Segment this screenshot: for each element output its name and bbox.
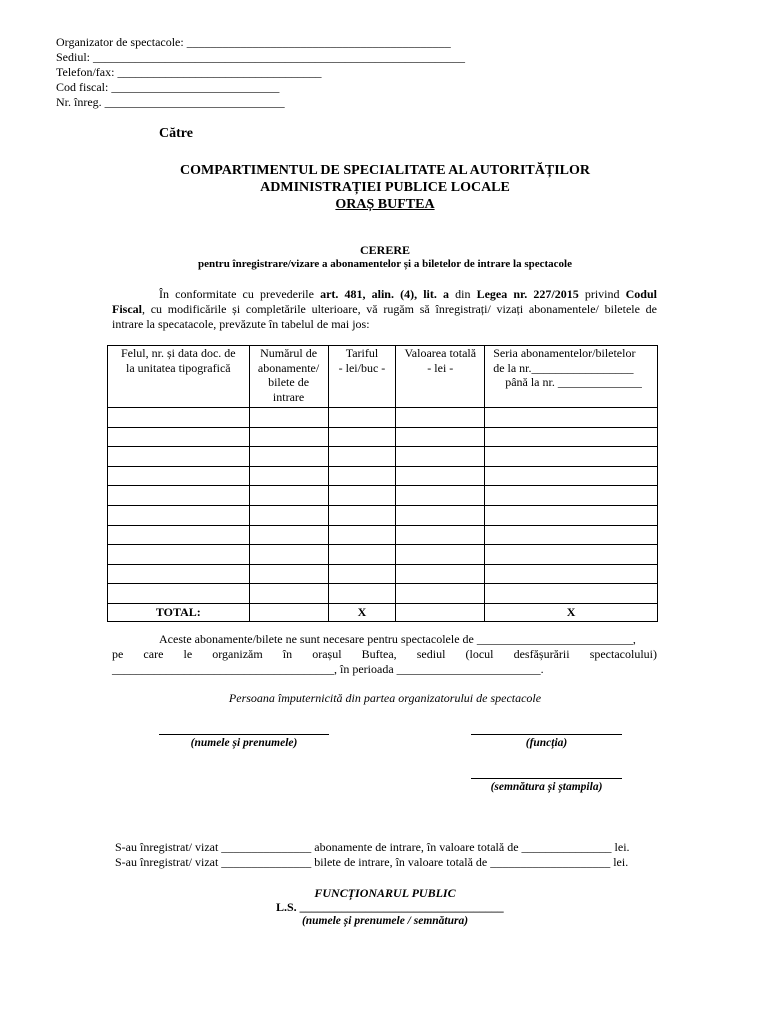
addressee-to: Către (159, 126, 193, 141)
table-row[interactable] (108, 447, 658, 467)
table-row[interactable] (108, 564, 658, 584)
body-word: în (282, 647, 293, 661)
code-name: Codul (625, 287, 657, 301)
table-row[interactable] (108, 545, 658, 565)
intro-text: În conformitate cu prevederile (159, 287, 321, 301)
header-total-value: Valoarea totală - lei - (396, 346, 485, 408)
stamp-label: (semnătura și ștampila) (490, 781, 603, 793)
table-header-row (108, 346, 658, 408)
body-word: desfășurării (513, 647, 570, 661)
function-signature-line (471, 734, 622, 735)
name-signature-line (159, 734, 329, 735)
body-word: care (143, 647, 164, 661)
body-word: spectacolului) (589, 647, 657, 661)
authorized-person-label: Persoana împuternicită din partea organizatorului de spectacole (228, 691, 542, 705)
header-tariff: Tariful - lei/buc - (328, 346, 396, 408)
header-quantity: Numărul de abonamente/ bilete de intrare (249, 346, 328, 408)
total-x-tariff: X (328, 603, 396, 621)
request-title: CERERE (359, 243, 410, 257)
intro-line1 (159, 287, 657, 302)
total-x-series: X (485, 603, 658, 621)
header-document: Felul, nr. și data doc. de la unitatea tipografică (108, 346, 250, 408)
intro-line2 (112, 302, 657, 317)
ls-line: L.S. __________________________________ (276, 900, 504, 914)
addressee-line2: ADMINISTRAȚIEI PUBLICE LOCALE (260, 180, 510, 195)
intro-line3: intrare la specatacole, prevăzute în tabelul de mai jos: (112, 317, 370, 331)
address-line: Sediul: ______________________________________________________________ (56, 50, 466, 64)
body-word: sediul (416, 647, 446, 661)
law-name: Legea nr. 227/2015 (476, 287, 579, 301)
body-word: pe (112, 647, 124, 661)
phone-line: Telefon/fax: __________________________________ (56, 65, 322, 79)
table-row[interactable] (108, 408, 658, 428)
table-row[interactable] (108, 427, 658, 447)
body-word: organizăm (212, 647, 263, 661)
registration-subscriptions-line: S-au înregistrat/ vizat _______________ abonamente de intrare, în valoare totală de _______________ lei. (115, 840, 630, 854)
name-label: (numele și prenumele) (190, 737, 298, 749)
registration-number-line: Nr. înreg. ______________________________ (56, 95, 285, 109)
tickets-table (107, 345, 658, 622)
official-signature-label: (numele și prenumele / semnătura) (301, 915, 469, 927)
table-row[interactable] (108, 466, 658, 486)
addressee-city: ORAȘ BUFTEA (335, 197, 435, 212)
body-word: orașul (312, 647, 342, 661)
organizer-line: Organizator de spectacole: ____________________________________________ (56, 35, 451, 49)
table-row[interactable] (108, 505, 658, 525)
intro-text: privind (578, 287, 626, 301)
intro-text: , cu modificările și completările ulterioare, vă rugăm să înregistrați/ vizați abonamentele/ biletele de (142, 302, 657, 316)
addressee-line1: COMPARTIMENTUL DE SPECIALITATE AL AUTORITĂȚILOR (180, 163, 590, 178)
stamp-signature-line (471, 778, 622, 779)
law-article: art. 481, alin. (4), lit. a (320, 287, 450, 301)
body-line3: _____________________________________, în perioada ________________________. (112, 662, 544, 676)
body-line1: Aceste abonamente/bilete ne sunt necesare pentru spectacolele de __________________________, (159, 632, 636, 646)
body-word: Buftea, (361, 647, 397, 661)
table-total-row (108, 603, 658, 621)
body-line2 (112, 647, 657, 662)
function-label: (funcția) (525, 737, 568, 749)
body-word: le (183, 647, 193, 661)
public-official-title: FUNCȚIONARUL PUBLIC (314, 886, 456, 900)
intro-text: din (449, 287, 477, 301)
registration-tickets-line: S-au înregistrat/ vizat _______________ bilete de intrare, în valoare totală de ____________________ lei. (115, 855, 629, 869)
body-word: (locul (465, 647, 494, 661)
table-row[interactable] (108, 525, 658, 545)
request-subtitle: pentru înregistrare/vizare a abonamentelor și a biletelor de intrare la spectacole (198, 258, 572, 270)
total-label: TOTAL: (108, 603, 250, 621)
table-row[interactable] (108, 486, 658, 506)
table-row[interactable] (108, 584, 658, 604)
code-name: Fiscal (112, 302, 142, 316)
fiscal-code-line: Cod fiscal: ____________________________ (56, 80, 280, 94)
header-series: Seria abonamentelor/biletelor de la nr._________________ până la nr. ______________ (485, 346, 658, 408)
